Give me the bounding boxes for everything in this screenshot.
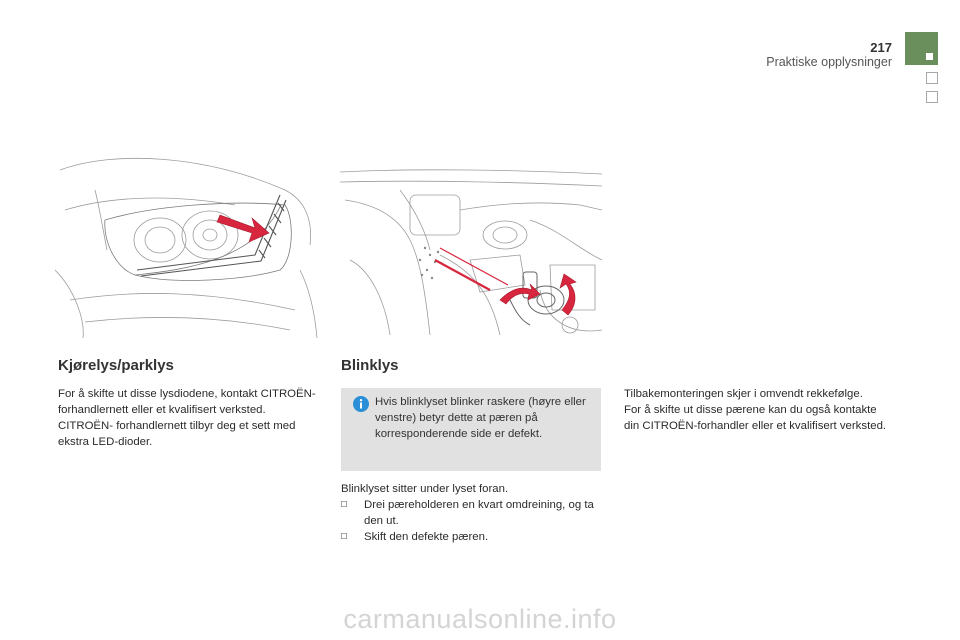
- info-text: Hvis blinklyset blinker raskere (høyre eller venstre) betyr dette at pæren på korresponderende side er defekt.: [375, 396, 586, 440]
- daytime-lights-text: [58, 386, 320, 450]
- paragraph: For å skifte ut disse lysdiodene, kontakt CITROËN-forhandlernett eller et kvalifisert verksted.: [58, 388, 316, 416]
- heading-daytime-lights: Kjørelys/parklys: [58, 357, 174, 374]
- intro-text: Blinklyset sitter under lyset foran.: [341, 483, 509, 495]
- tab-marker: [926, 53, 933, 60]
- indicator-bulb-illustration: [340, 160, 602, 340]
- watermark: carmanualsonline.info: [343, 604, 617, 634]
- headlamp-illustration: [55, 150, 320, 340]
- page-number: 217: [870, 40, 892, 55]
- paragraph: Tilbakemonteringen skjer i omvendt rekkefølge.: [624, 388, 863, 400]
- checkbox-bullet-icon: □: [341, 531, 348, 542]
- checkbox-bullet-icon: □: [341, 499, 348, 510]
- chapter-tab-empty-2[interactable]: [926, 91, 938, 103]
- info-box: [341, 388, 601, 471]
- paragraph: For å skifte ut disse pærene kan du også kontakte din CITROËN-forhandler eller et kvalifisert verksted.: [624, 404, 887, 432]
- paragraph: CITROËN- forhandlernett tilbyr deg et sett med ekstra LED-dioder.: [58, 420, 296, 448]
- indicator-instructions: [341, 481, 603, 545]
- info-icon: [353, 396, 369, 412]
- heading-indicators: Blinklys: [341, 357, 399, 374]
- chapter-tab[interactable]: [905, 32, 938, 65]
- list-item: □ Skift den defekte pæren.: [341, 531, 489, 543]
- section-title: Praktiske opplysninger: [766, 55, 892, 69]
- steps-list: [341, 497, 603, 545]
- chapter-tab-empty-1[interactable]: [926, 72, 938, 84]
- list-item: □ Drei pæreholderen en kvart omdreining, og ta den ut.: [341, 499, 594, 527]
- reassembly-text: [624, 386, 889, 434]
